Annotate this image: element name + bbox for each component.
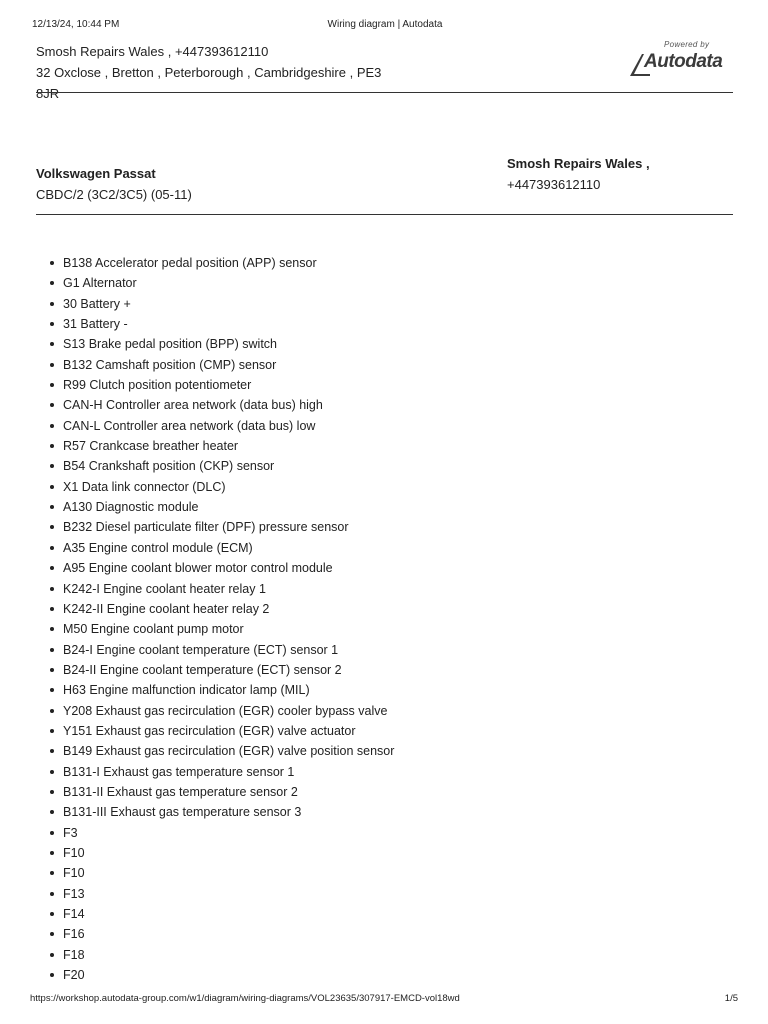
list-item: [63, 517, 394, 537]
component-label: F16: [63, 927, 85, 942]
list-item: [63, 334, 394, 354]
bullet-icon: [50, 688, 54, 692]
list-item: [63, 782, 394, 802]
list-item: [63, 843, 394, 863]
list-item: [63, 538, 394, 558]
list-item: [63, 273, 394, 293]
component-label: F18: [63, 947, 85, 962]
bullet-icon: [50, 953, 54, 957]
component-label: F10: [63, 845, 85, 860]
list-item: [63, 721, 394, 741]
list-item: [63, 436, 394, 456]
print-page-title: Wiring diagram | Autodata: [327, 19, 443, 30]
repairer-name: Smosh Repairs Wales ,: [507, 156, 650, 171]
component-label: F3: [63, 825, 78, 840]
bullet-icon: [50, 485, 54, 489]
list-item: [63, 965, 394, 985]
bullet-icon: [50, 505, 54, 509]
component-label: S13 Brake pedal position (BPP) switch: [63, 337, 277, 352]
bullet-icon: [50, 668, 54, 672]
component-label: B24-II Engine coolant temperature (ECT) sensor 2: [63, 662, 342, 677]
bullet-icon: [50, 892, 54, 896]
component-label: B138 Accelerator pedal position (APP) sensor: [63, 256, 317, 270]
bullet-icon: [50, 932, 54, 936]
bullet-icon: [50, 363, 54, 367]
component-label: B232 Diesel particulate filter (DPF) pressure sensor: [63, 520, 349, 535]
list-item: [63, 395, 394, 415]
bullet-icon: [50, 871, 54, 875]
list-item: [63, 497, 394, 517]
autodata-brand-text: Autodata: [644, 51, 723, 72]
component-label: F14: [63, 907, 85, 921]
component-label: B24-I Engine coolant temperature (ECT) sensor 1: [63, 642, 339, 657]
company-address-line: 32 Oxclose , Bretton , Peterborough , Cambridgeshire , PE3: [36, 65, 382, 80]
bullet-icon: [50, 342, 54, 346]
list-item: [63, 904, 394, 924]
company-name-phone: Smosh Repairs Wales , +447393612110: [36, 44, 269, 59]
list-item: [63, 762, 394, 782]
bullet-icon: [50, 790, 54, 794]
list-item: [63, 823, 394, 843]
bullet-icon: [50, 912, 54, 916]
bullet-icon: [50, 383, 54, 387]
component-label: B131-I Exhaust gas temperature sensor 1: [63, 764, 295, 779]
print-url: https://workshop.autodata-group.com/w1/diagram/wiring-diagrams/VOL23635/307917-EMCD-vol18wd: [30, 993, 460, 1004]
component-label: CAN-L Controller area network (data bus) low: [63, 418, 316, 433]
list-item: [63, 863, 394, 883]
print-datetime: 12/13/24, 10:44 PM: [32, 19, 120, 30]
component-label: K242-II Engine coolant heater relay 2: [63, 601, 270, 616]
list-item: [63, 701, 394, 721]
list-item: [63, 619, 394, 639]
bullet-icon: [50, 444, 54, 448]
component-label: X1 Data link connector (DLC): [63, 479, 226, 494]
component-label: B132 Camshaft position (CMP) sensor: [63, 357, 277, 372]
component-label: A95 Engine coolant blower motor control module: [63, 561, 333, 576]
powered-by-text: Powered by: [664, 40, 710, 49]
list-item: [63, 680, 394, 700]
bullet-icon: [50, 546, 54, 550]
bullet-icon: [50, 709, 54, 713]
list-item: [63, 884, 394, 904]
print-footer: [30, 993, 738, 1007]
vehicle-engine-code: CBDC/2 (3C2/3C5) (05-11): [36, 187, 192, 202]
component-label: F13: [63, 886, 85, 901]
list-item: [63, 375, 394, 395]
bullet-icon: [50, 729, 54, 733]
bullet-icon: [50, 261, 54, 265]
component-label: Y208 Exhaust gas recirculation (EGR) cooler bypass valve: [63, 703, 388, 718]
component-label: R57 Crankcase breather heater: [63, 439, 239, 454]
bullet-icon: [50, 424, 54, 428]
section-divider: [36, 214, 733, 215]
component-label: K242-I Engine coolant heater relay 1: [63, 581, 266, 596]
bullet-icon: [50, 973, 54, 977]
component-label: B149 Exhaust gas recirculation (EGR) valve position sensor: [63, 744, 395, 759]
component-label: F10: [63, 866, 85, 881]
bullet-icon: [50, 566, 54, 570]
list-item: [63, 314, 394, 334]
component-label: R99 Clutch position potentiometer: [63, 378, 252, 393]
company-postcode: 8JR: [36, 86, 60, 101]
bullet-icon: [50, 831, 54, 835]
bullet-icon: [50, 587, 54, 591]
bullet-icon: [50, 322, 54, 326]
company-address: [36, 41, 396, 104]
header-divider: [36, 92, 733, 93]
bullet-icon: [50, 770, 54, 774]
autodata-logo: [628, 40, 736, 80]
bullet-icon: [50, 403, 54, 407]
bullet-icon: [50, 627, 54, 631]
list-item: [63, 599, 394, 619]
list-item: [63, 741, 394, 761]
vehicle-info: [36, 163, 192, 205]
bullet-icon: [50, 648, 54, 652]
component-label: A35 Engine control module (ECM): [63, 540, 253, 555]
component-label: CAN-H Controller area network (data bus) high: [63, 398, 323, 413]
bullet-icon: [50, 281, 54, 285]
component-label: Y151 Exhaust gas recirculation (EGR) valve actuator: [63, 723, 356, 738]
bullet-icon: [50, 851, 54, 855]
list-item: [63, 477, 394, 497]
list-item: [63, 945, 394, 965]
vehicle-make-model: Volkswagen Passat: [36, 166, 156, 181]
component-label: M50 Engine coolant pump motor: [63, 622, 244, 637]
component-label: B54 Crankshaft position (CKP) sensor: [63, 459, 275, 474]
list-item: [63, 579, 394, 599]
list-item: [63, 456, 394, 476]
bullet-icon: [50, 464, 54, 468]
list-item: [63, 640, 394, 660]
component-label: B131-III Exhaust gas temperature sensor 3: [63, 805, 302, 820]
component-label: 31 Battery -: [63, 317, 128, 332]
component-label: 30 Battery +: [63, 296, 131, 311]
list-item: [63, 802, 394, 822]
list-item: [63, 294, 394, 314]
component-list: [63, 253, 394, 985]
list-item: [63, 416, 394, 436]
list-item: [63, 660, 394, 680]
page-number: 1/5: [724, 993, 738, 1004]
component-label: G1 Alternator: [63, 276, 137, 291]
bullet-icon: [50, 607, 54, 611]
repairer-phone: +447393612110: [507, 177, 601, 192]
component-label: B131-II Exhaust gas temperature sensor 2: [63, 784, 298, 799]
repairer-info: [507, 153, 650, 195]
bullet-icon: [50, 302, 54, 306]
list-item: [63, 355, 394, 375]
component-label: A130 Diagnostic module: [63, 500, 199, 515]
list-item: [63, 924, 394, 944]
component-label: H63 Engine malfunction indicator lamp (MIL): [63, 683, 310, 698]
list-item: [63, 558, 394, 578]
list-item: [63, 253, 394, 273]
print-header: [32, 19, 738, 33]
bullet-icon: [50, 749, 54, 753]
bullet-icon: [50, 525, 54, 529]
bullet-icon: [50, 810, 54, 814]
component-label: F20: [63, 968, 85, 983]
